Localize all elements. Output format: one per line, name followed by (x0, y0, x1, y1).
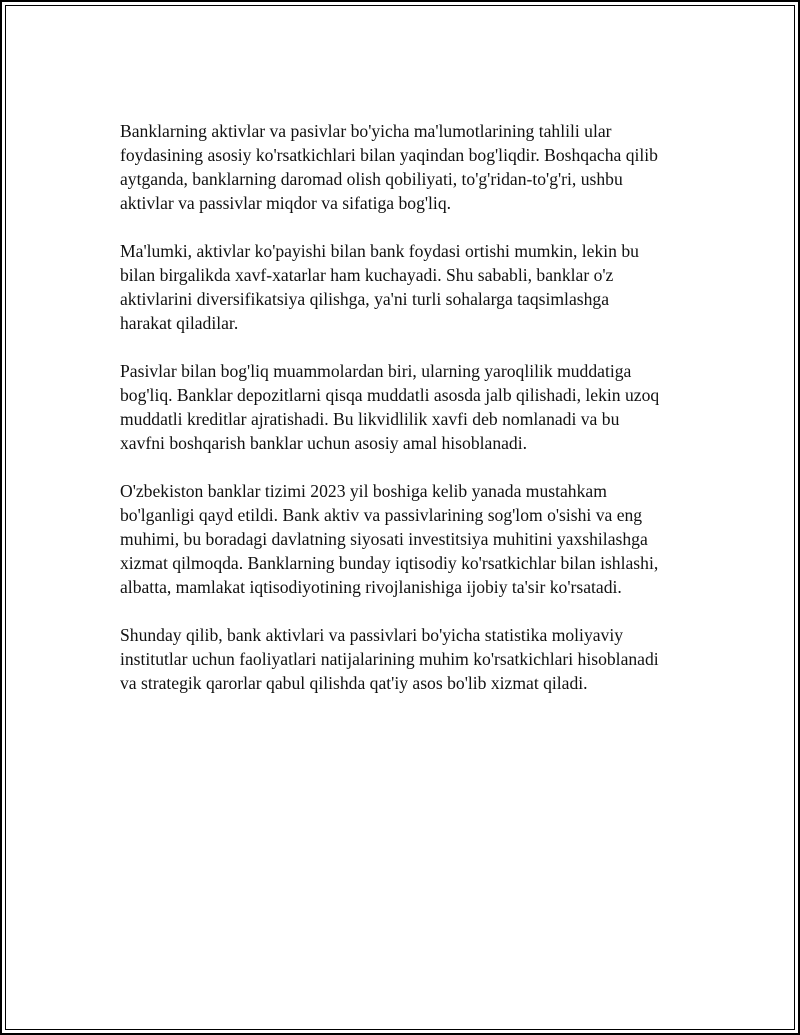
text-line: Banklarning aktivlar va pasivlar bo'yicha ma'lumotlarining tahlili ular (120, 121, 612, 141)
paragraph-4 (120, 479, 700, 599)
text-line: aktivlar va passivlar miqdor va sifatiga bog'liq. (120, 193, 452, 213)
text-line: bilan birgalikda xavf-xatarlar ham kuchayadi. Shu sababli, banklar o'z (120, 265, 614, 285)
text-line: aktivlarini diversifikatsiya qilishga, ya'ni turli sohalarga taqsimlashga (120, 289, 610, 309)
paragraph-2 (120, 239, 700, 335)
text-line: xizmat qilmoqda. Banklarning bunday iqtisodiy ko'rsatkichlar bilan ishlashi, (120, 553, 659, 573)
text-line: bo'lganligi qayd etildi. Bank aktiv va passivlarining sog'lom o'sishi va eng (120, 505, 643, 525)
text-line: Ma'lumki, aktivlar ko'payishi bilan bank foydasi ortishi mumkin, lekin bu (120, 241, 639, 261)
text-line: aytganda, banklarning daromad olish qobiliyati, to'g'ridan-to'g'ri, ushbu (120, 169, 623, 189)
text-line: albatta, mamlakat iqtisodiyotining rivojlanishiga ijobiy ta'sir ko'rsatadi. (120, 577, 622, 597)
text-line: va strategik qarorlar qabul qilishda qat'iy asos bo'lib xizmat qiladi. (120, 673, 588, 693)
text-line: xavfni boshqarish banklar uchun asosiy amal hisoblanadi. (120, 433, 528, 453)
text-line: institutlar uchun faoliyatlari natijalarining muhim ko'rsatkichlari hisoblanadi (120, 649, 659, 669)
text-line: bog'liq. Banklar depozitlarni qisqa muddatli asosda jalb qilishadi, lekin uzoq (120, 385, 660, 405)
document-body (120, 119, 700, 719)
text-line: Pasivlar bilan bog'liq muammolardan biri, ularning yaroqlilik muddatiga (120, 361, 632, 381)
paragraph-1 (120, 119, 700, 215)
text-line: O'zbekiston banklar tizimi 2023 yil boshiga kelib yanada mustahkam (120, 481, 607, 501)
text-line: Shunday qilib, bank aktivlari va passivlari bo'yicha statistika moliyaviy (120, 625, 624, 645)
text-line: harakat qiladilar. (120, 313, 239, 333)
paragraph-5 (120, 623, 700, 695)
paragraph-3 (120, 359, 700, 455)
text-line: muddatli kreditlar ajratishadi. Bu likvidlilik xavfi deb nomlanadi va bu (120, 409, 620, 429)
text-line: muhimi, bu boradagi davlatning siyosati investitsiya muhitini yaxshilashga (120, 529, 648, 549)
text-line: foydasining asosiy ko'rsatkichlari bilan yaqindan bog'liqdir. Boshqacha qilib (120, 145, 658, 165)
